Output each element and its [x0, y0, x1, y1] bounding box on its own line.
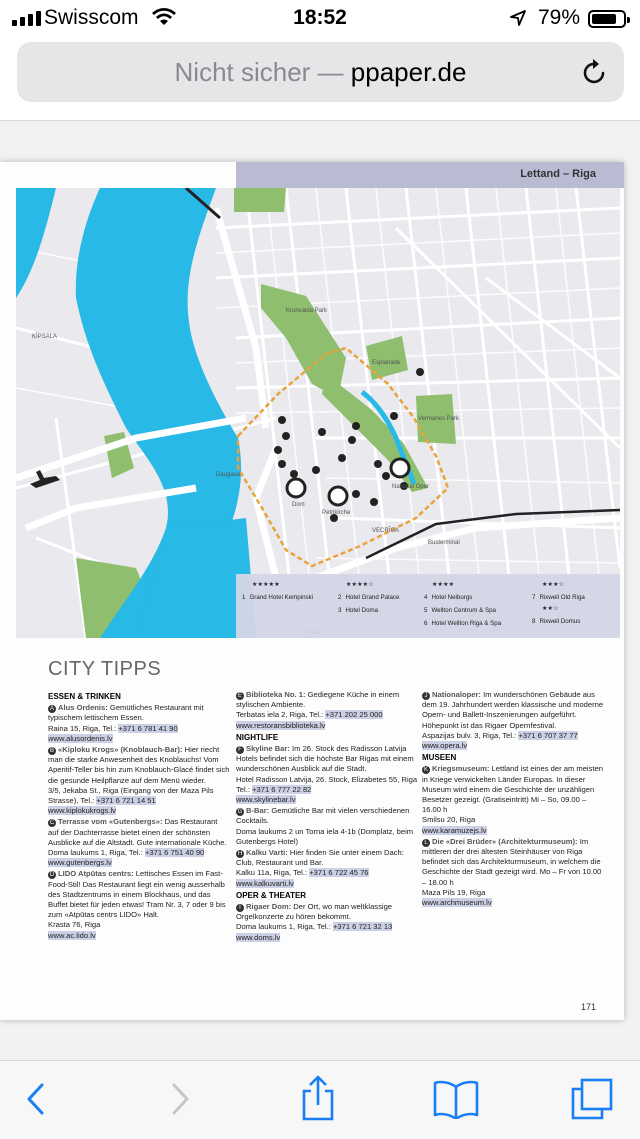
tip-website-link[interactable]: www.doms.lv [236, 932, 281, 942]
tips-column-2 [236, 690, 418, 944]
next-page-arrow-icon[interactable] [588, 682, 626, 747]
tip-number-badge: F [236, 746, 244, 754]
tip-website-link[interactable]: www.archmuseum.lv [422, 898, 492, 908]
tip-address: Doma laukums 2 un Torna iela 4-1b (Domplatz, beim Gutenbergs Hotel) [236, 826, 414, 846]
tip-number-badge: A [49, 706, 54, 713]
tip-name: Biblioteka No. 1: [246, 690, 306, 699]
tip-description: Im wunderschönen Gebäude aus dem 19. Jahrhundert werden klassische und moderne Opern- und Ballett-Inszenierungen aufgeführt. Höhepunkt ist das Rigaer Opernfestival. [422, 690, 604, 730]
tip-entry [48, 745, 230, 816]
map-label-petrikirche: Petrikirche [322, 510, 351, 516]
page-number: 171 [580, 1002, 596, 1012]
map-label-vermanes: Vermanes Park [418, 416, 460, 422]
tip-number-badge: D [49, 872, 55, 879]
tip-description: Hier finden Sie unter einem Dach: Club, Restaurant und Bar. [236, 848, 404, 868]
domain-label: ppaper.de [350, 57, 467, 87]
tip-entry [48, 817, 230, 868]
tip-name: Alus Ordenis: [58, 703, 108, 713]
tip-address: Kalku 11a, Riga, Tel.: [236, 868, 308, 878]
tip-name: Rigaer Dom: [246, 902, 292, 912]
tip-description: Im mittleren der drei ältesten Steinhäuser von Riga befindet sich das Architekturmuseum, in welchem die Geschichte der Stadt gezeigt wird. Mo – Fr von 10.00 – 18.00 h [422, 836, 602, 887]
tips-column-1 [48, 690, 230, 942]
status-bar [0, 0, 640, 36]
tip-description: Gemütliche Bar mit vielen verschiedenen Cocktails. [236, 806, 410, 826]
tip-phone: +371 6 751 40 90 [144, 848, 205, 858]
tip-number-badge: I [236, 904, 244, 912]
tips-column-3 [422, 690, 604, 909]
tip-entry [236, 848, 418, 889]
tip-phone: +371 6 721 32 13 [332, 922, 393, 932]
tip-phone: +371 6 781 41 90 [118, 723, 178, 733]
tip-number-badge: C [49, 820, 55, 827]
map-label-dom: Dom [292, 502, 305, 508]
tip-phone: +371 6 707 37 77 [518, 730, 578, 740]
tip-description: Gemütliches Restaurant mit typischem lettischem Essen. [48, 703, 204, 723]
tip-description: Das Restaurant auf der Dachterrasse bietet einen der schönsten Ausblicke auf die Altstadt. Gute internationale Küche. [48, 817, 227, 847]
page-header-band [236, 162, 624, 188]
tip-number-badge: H [237, 851, 243, 858]
tip-address: Terbatas iela 2, Riga, Tel.: [236, 710, 324, 720]
tip-description: Im 26. Stock des Radisson Latvija Hotels befindet sich die höchste Bar Rigas mit einem wunderschönen Ausblick auf die Stadt. [236, 744, 414, 774]
battery-percentage: 79% [538, 6, 581, 29]
clock: 18:52 [293, 6, 347, 29]
tip-description: Lettisches Essen im Fast-Food-Stil! Das Restaurant liegt ein wenig ausserhalb des Stadtzentrums in einem Blockhaus, und das Buffet bietet für jeden etwas! Tram Nr. 3, 7 oder 9 bis zum «Atpūtas centrs LIDO» Halt. [48, 869, 226, 920]
tip-number-badge: K [423, 767, 428, 774]
legend-item-7: 7 Rixwell Old Riga [532, 594, 585, 601]
tip-entry [236, 690, 418, 731]
browser-toolbar [0, 1060, 640, 1139]
previous-page-arrow-icon[interactable] [14, 682, 52, 747]
tip-description: Gediegene Küche in einem stylischen Ambiente. [236, 690, 400, 710]
carrier-name: Swisscom [44, 6, 139, 29]
legend-stars-7: ★★★☆ [542, 581, 565, 588]
map-label-esplanade: Esplanade [372, 360, 401, 366]
page-header-title: Lettand – Riga [520, 168, 596, 180]
tip-entry [236, 806, 418, 847]
tip-name: Kalku Varti: [246, 848, 288, 858]
map-label-kipsala: ĶĪPSALA [32, 334, 58, 340]
tip-name: Kriegsmuseum: [432, 764, 490, 774]
tip-website-link[interactable]: www.skylinebar.lv [236, 795, 296, 805]
legend-item-4: 4 Hotel Neiburgs [424, 594, 473, 601]
tabs-icon[interactable] [570, 1077, 614, 1126]
tip-address: Krasta 76, Riga [48, 920, 101, 930]
legend-stars-2: ★★★★☆ [346, 581, 374, 588]
tip-address: Maza Pils 19, Riga [422, 887, 486, 897]
tip-phone: +371 202 25 000 [325, 710, 383, 720]
web-content[interactable] [0, 120, 640, 1060]
tip-name: LIDO Atpūtas centrs: [58, 869, 134, 879]
tip-entry [422, 837, 604, 908]
section-heading: MUSEEN [422, 753, 457, 763]
battery-icon [588, 10, 626, 28]
security-label: Nicht sicher — [174, 57, 344, 87]
back-icon[interactable] [24, 1081, 48, 1122]
legend-item-8: 8 Rixwell Domus [532, 618, 581, 625]
legend-stars-1: ★★★★★ [252, 581, 280, 588]
section-heading: ESSEN & TRINKEN [48, 692, 121, 701]
tip-number-badge: E [237, 693, 242, 699]
tip-address: Raina 15, Riga, Tel.: [48, 723, 117, 733]
legend-stars-8: ★★☆ [542, 605, 559, 612]
tip-description: Hier riecht man die starke Anwesenheit des Knoblauchs! Vom Aperitif-Teller bis hin zum Knoblauch-Glacé findet sich die gesunde Heilpflanze auf dem Menü wieder. [48, 745, 230, 785]
map-label-vecriga: VECRĪGA [372, 528, 400, 534]
city-map [16, 188, 620, 638]
tip-description: Lettland ist eines der am meisten in Kriege verwickelten Länder Europas. In dieser Museum wird einem die Geschichte der unzähligen Besetzer gezeigt. (Gratiseintritt) Mi – So, 09.00 – 16.00 h [422, 764, 603, 815]
tip-address: Doma laukums 1, Riga, Tel.: [236, 922, 331, 932]
tip-address: Hotel Radisson Latvija, 26. Stock, Elizabetes 55, Riga Tel.: [236, 774, 418, 794]
tip-description: Der Ort, wo man weltklassige Orgelkonzerte zu hören bekommt. [236, 902, 393, 922]
tip-website-link[interactable]: www.opera.lv [422, 741, 468, 751]
map-label-daugava: Daugava [216, 472, 241, 478]
tip-entry [422, 764, 604, 835]
legend-item-3: 3 Hotel Doma [338, 607, 379, 614]
tip-website-link[interactable]: www.gutenbergs.lv [48, 858, 112, 868]
tip-name: B-Bar: [246, 806, 270, 816]
tip-number-badge: B [49, 748, 54, 755]
legend-item-6: 6 Hotel Wellton Riga & Spa [424, 620, 502, 627]
section-heading: NIGHTLIFE [236, 732, 279, 742]
reload-icon[interactable] [582, 58, 608, 91]
tip-address: Aspazijas bulv. 3, Riga, Tel.: [422, 730, 517, 740]
tip-entry [48, 703, 230, 744]
tip-name: Terrasse vom «Gutenbergs»: [58, 817, 163, 827]
tip-website-link[interactable]: www.alusordenis.lv [48, 733, 113, 743]
tip-number-badge: G [237, 809, 243, 816]
tip-phone: +371 6 722 45 76 [309, 868, 369, 878]
tip-number-badge: J [422, 692, 430, 700]
tip-phone: +371 6 721 14 51 [96, 796, 156, 806]
tip-address: Smilsu 20, Riga [422, 815, 476, 825]
tip-address: 3/5, Jekaba St., Riga (Eingang von der Maza Pils Strasse), Tel.: [48, 785, 214, 806]
location-arrow-icon [510, 10, 526, 31]
tip-website-link[interactable]: www.restoransbiblioteka.lv [236, 720, 326, 730]
legend-item-1: 1 Grand Hotel Kempinski [242, 594, 314, 601]
tip-name: Skyline Bar: [246, 744, 290, 754]
tip-entry [236, 744, 418, 805]
city-tips-title: CITY TIPPS [48, 658, 162, 680]
tip-entry [422, 690, 604, 751]
url-display[interactable] [17, 57, 624, 88]
address-bar[interactable] [17, 42, 624, 102]
legend-item-5: 5 Wellton Centrum & Spa [424, 607, 496, 614]
tip-name: «Kiploku Krogs» (Knoblauch-Bar): [58, 745, 183, 755]
tip-website-link[interactable]: www.kalkuvarti.lv [236, 878, 294, 888]
bookmarks-icon[interactable] [432, 1079, 480, 1124]
tip-name: Die «Drei Brüder» (Architekturmuseum): [432, 836, 578, 846]
tip-website-link[interactable]: www.kiplokukrogs.lv [48, 806, 116, 816]
map-label-nationaloper: National Oper [392, 484, 430, 490]
map-label-kronvalda: Kronvalda Park [286, 308, 328, 314]
tip-phone: +371 6 777 22 82 [252, 784, 312, 794]
tip-name: Nationaloper: [432, 690, 481, 699]
legend-item-2: 2 Hotel Grand Palace [338, 594, 400, 601]
tip-website-link[interactable]: www.karamuzejs.lv [422, 825, 487, 835]
map-label-busterminal: Busterminal [428, 540, 460, 546]
section-heading: OPER & THEATER [236, 890, 307, 900]
tip-entry [236, 902, 418, 943]
tip-number-badge: L [422, 839, 430, 847]
magazine-page [0, 162, 624, 1020]
tip-entry [48, 869, 230, 940]
tip-address: Doma laukums 1, Riga, Tel.: [48, 848, 143, 858]
tip-website-link[interactable]: www.ac.lido.lv [48, 930, 96, 940]
share-icon[interactable] [300, 1075, 336, 1126]
legend-stars-4: ★★★★ [432, 581, 455, 588]
forward-icon[interactable] [168, 1081, 192, 1122]
